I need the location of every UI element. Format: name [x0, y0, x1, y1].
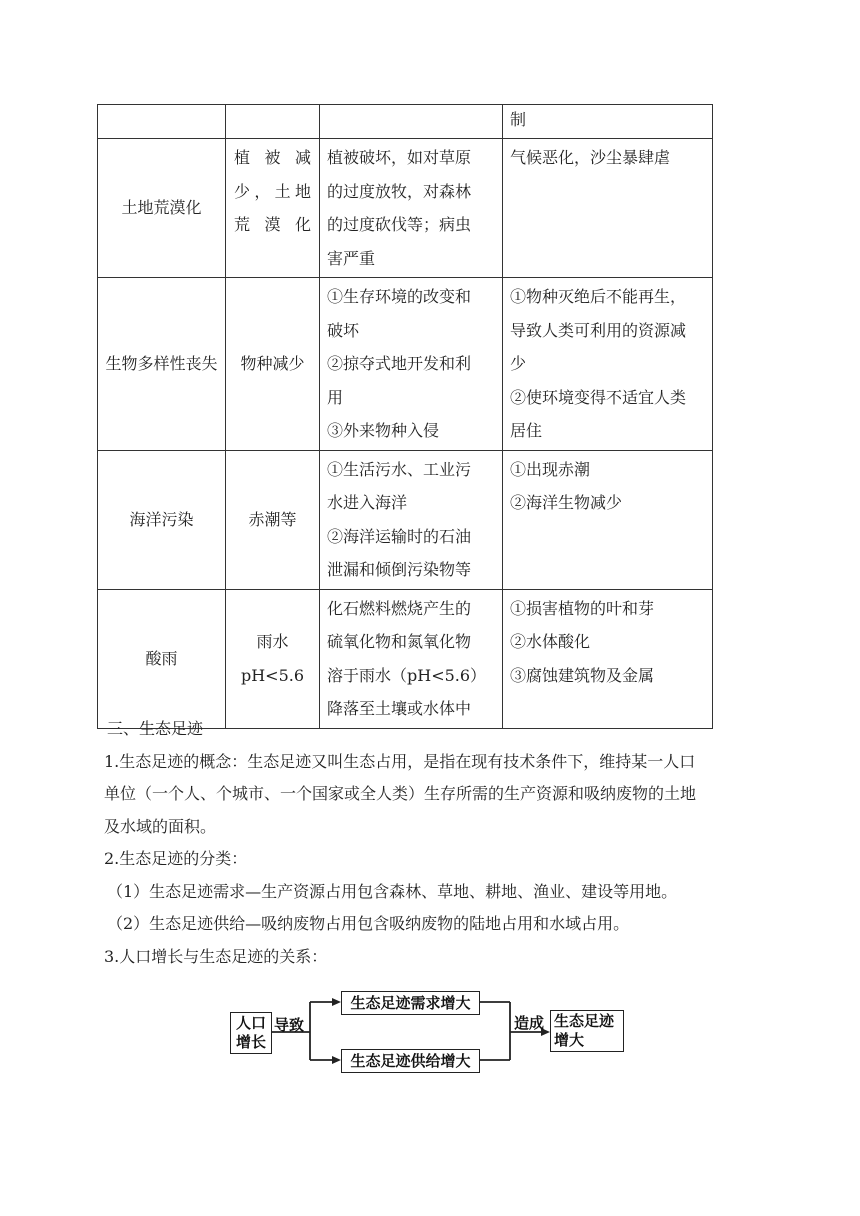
cell-line: ①生活污水、工业污 [327, 459, 472, 479]
table-cell-cause [320, 450, 503, 589]
concept-line: 单位（一个人、个城市、一个国家或全人类）生存所需的生产资源和吸纳废物的土地 [104, 784, 697, 803]
cell-line: pH<5.6 [240, 665, 305, 685]
table-cell-effect [503, 589, 713, 728]
classification-item: （2）生态足迹供给—吸纳废物占用包含吸纳废物的陆地占用和水域占用。 [107, 914, 630, 933]
cell-line: ①物种灭绝后不能再生， [510, 287, 687, 306]
table-row [98, 450, 713, 589]
table-cell-phenomenon: 植被减少，土地荒漠化 [226, 139, 320, 278]
cell-line: 雨水 [256, 632, 289, 651]
concept-line: 及水域的面积。 [104, 816, 217, 836]
environment-problems-table [97, 104, 713, 729]
footprint-increase-box [550, 1010, 624, 1052]
table-cell-empty [226, 105, 320, 139]
cell-line: ③外来物种入侵 [327, 421, 440, 440]
box-line: 增长 [235, 1033, 266, 1051]
population-growth-box [230, 1012, 272, 1054]
classification-item: （1）生态足迹需求—生产资源占用包含森林、草地、耕地、渔业、建设等用地。 [107, 881, 678, 901]
cell-line: 泄漏和倾倒污染物等 [327, 560, 472, 579]
cell-line: 的过度砍伐等；病虫 [327, 215, 472, 234]
table-row [98, 278, 713, 451]
relation-title: 3.人口增长与生态足迹的关系： [104, 946, 328, 966]
table-row [98, 105, 713, 139]
cell-line: 硫氧化物和氮氧化物 [327, 632, 472, 651]
relation-diagram [228, 988, 628, 1078]
box-line: 生态足迹供给增大 [350, 1052, 471, 1070]
cell-line: 气候恶化，沙尘暴肆虐 [510, 148, 671, 167]
section-heading: 三、生态足迹 [107, 719, 204, 738]
cell-line: ①损害植物的叶和芽 [510, 598, 655, 618]
cell-line: ②海洋生物减少 [510, 493, 623, 512]
table-cell-effect [503, 278, 713, 451]
table-cell-effect [503, 105, 713, 139]
cell-line: 的过度放牧，对森林 [327, 181, 472, 201]
box-line: 生态足迹需求增大 [350, 994, 471, 1012]
cell-line: 水进入海洋 [327, 493, 408, 512]
cell-line: 少 [510, 354, 527, 373]
cell-line: ②水体酸化 [510, 632, 591, 651]
box-line: 生态足迹 [554, 1012, 615, 1030]
cell-line: 居住 [510, 421, 543, 440]
cell-line: ①生存环境的改变和 [327, 287, 472, 306]
table-cell-empty [320, 105, 503, 139]
arrow-head-icon [332, 1056, 341, 1064]
cell-line: 导致人类可利用的资源减 [510, 320, 687, 340]
cell-line: ①出现赤潮 [510, 459, 591, 479]
box-line: 人口 [235, 1014, 266, 1032]
table-cell-phenomenon: 物种减少 [226, 278, 320, 451]
concept-line: 1.生态足迹的概念：生态足迹又叫生态占用，是指在现有技术条件下，维持某一人口 [104, 751, 696, 771]
cell-line: 用 [327, 387, 344, 407]
cell-line: ③腐蚀建筑物及金属 [510, 665, 655, 685]
table-cell-problem: 酸雨 [98, 589, 226, 728]
cell-line: 害严重 [327, 248, 376, 268]
cell-line: ②使环境变得不适宜人类 [510, 387, 687, 407]
table-cell-cause [320, 139, 503, 278]
table-cell-problem: 海洋污染 [98, 450, 226, 589]
cell-line: 植被破坏，如对草原 [327, 148, 472, 167]
table-cell-phenomenon: 赤潮等 [226, 450, 320, 589]
table-cell-cause [320, 589, 503, 728]
box-line: 增大 [554, 1031, 585, 1049]
table-row [98, 139, 713, 278]
classification-title: 2.生态足迹的分类： [104, 849, 248, 868]
table-cell-empty [98, 105, 226, 139]
table-cell-problem: 生物多样性丧失 [98, 278, 226, 451]
cell-line: ②海洋运输时的石油 [327, 526, 472, 546]
cell-line: 化石燃料燃烧产生的 [327, 598, 472, 618]
cell-line: 降落至土壤或水体中 [327, 699, 472, 718]
table-cell-phenomenon [226, 589, 320, 728]
cell-line: 溶于雨水（pH<5.6） [327, 665, 487, 685]
section-body [104, 713, 697, 973]
table-cell-cause [320, 278, 503, 451]
table-cell-effect [503, 139, 713, 278]
cell-line: ②掠夺式地开发和利 [327, 354, 472, 373]
cell-text: 制 [510, 110, 527, 129]
arrow-label-cause: 造成 [514, 1014, 545, 1032]
cell-line: 破坏 [327, 320, 360, 340]
table-cell-problem: 土地荒漠化 [98, 139, 226, 278]
arrow-label-lead-to: 导致 [274, 1016, 305, 1034]
table-row [98, 589, 713, 728]
supply-increase-box [341, 1049, 480, 1073]
table-cell-effect [503, 450, 713, 589]
arrow-head-icon [332, 998, 341, 1006]
demand-increase-box [341, 991, 480, 1015]
